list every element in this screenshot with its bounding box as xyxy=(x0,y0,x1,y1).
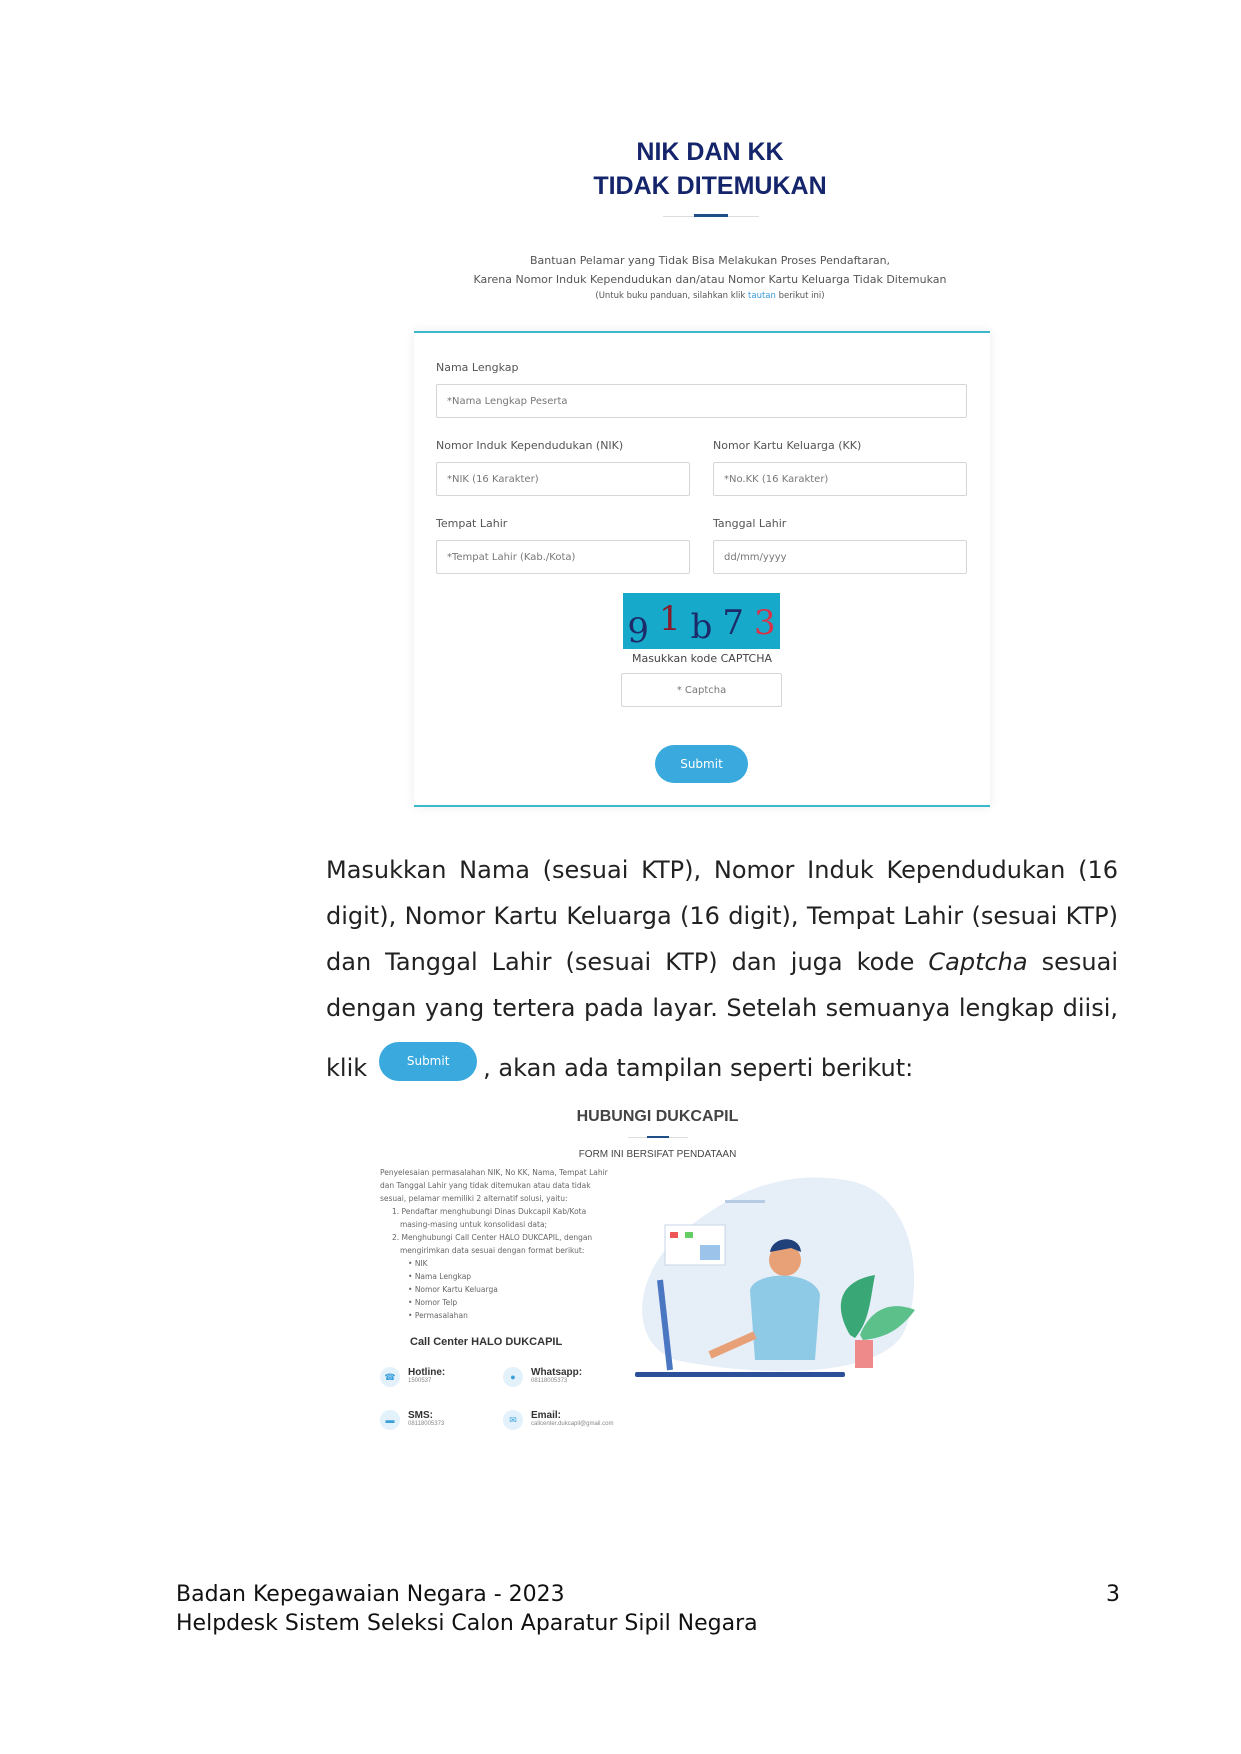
kk-label: Nomor Kartu Keluarga (KK) xyxy=(713,439,862,452)
paragraph-line-3 xyxy=(326,948,1118,976)
paragraph-line-2: digit), Nomor Kartu Keluarga (16 digit), Tempat Lahir (sesuai KTP) xyxy=(326,902,1118,930)
form-subtitle-2: Karena Nomor Induk Kependudukan dan/atau Nomor Kartu Keluarga Tidak Ditemukan xyxy=(473,273,947,286)
whatsapp-icon: ● xyxy=(503,1367,523,1387)
phone-icon: ☎ xyxy=(380,1367,400,1387)
captcha-input[interactable]: * Captcha xyxy=(621,673,782,707)
form-title-line2: TIDAK DITEMUKAN xyxy=(593,172,827,200)
bullet-item: • Nama Lengkap xyxy=(408,1272,472,1281)
dukcapil-intro xyxy=(380,1166,630,1322)
bullet-item: • Nomor Kartu Keluarga xyxy=(408,1285,498,1294)
bullet-text: Nama Lengkap xyxy=(414,1272,472,1281)
contact-sms xyxy=(380,1410,444,1430)
paragraph-text: sesuai xyxy=(1027,948,1118,976)
dukcapil-title: HUBUNGI DUKCAPIL xyxy=(576,1108,739,1125)
guide-link[interactable]: tautan xyxy=(748,291,776,301)
footer-organization: Badan Kepegawaian Negara - 2023 xyxy=(176,1582,565,1607)
contact-value: callcenter.dukcapil@gmail.com xyxy=(531,1421,614,1427)
captcha-char: 7 xyxy=(722,603,745,643)
bullet-text: Permasalahan xyxy=(414,1311,468,1320)
paragraph-text: , akan ada tampilan seperti berikut: xyxy=(483,1054,914,1082)
captcha-char: b xyxy=(690,607,713,647)
page-number: 3 xyxy=(1106,1582,1120,1607)
submit-button[interactable]: Submit xyxy=(655,745,748,783)
paragraph-line-5 xyxy=(326,1054,913,1082)
guide-prefix: (Untuk buku panduan, silahkan klik xyxy=(595,291,749,301)
person-at-computer-illustration xyxy=(615,1160,935,1390)
contact-value: 08118005373 xyxy=(531,1378,568,1384)
bullet-text: Nomor Telp xyxy=(414,1298,458,1307)
email-icon: ✉ xyxy=(503,1410,523,1430)
dukcapil-subtitle: FORM INI BERSIFAT PENDATAAN xyxy=(578,1149,737,1160)
contact-hotline xyxy=(380,1367,445,1387)
paragraph-line-4: dengan yang tertera pada layar. Setelah semuanya lengkap diisi, xyxy=(326,994,1118,1022)
step-line: 1. Pendaftar menghubungi Dinas Dukcapil Kab/Kota xyxy=(392,1207,587,1216)
captcha-char: 1 xyxy=(658,599,681,639)
intro-line: sesuai, pelamar memiliki 2 alternatif solusi, yaitu: xyxy=(380,1194,568,1203)
bullet-text: Nomor Kartu Keluarga xyxy=(414,1285,498,1294)
nama-label: Nama Lengkap xyxy=(436,361,519,374)
contact-value: 08118005373 xyxy=(408,1421,445,1427)
bullet-item: • Permasalahan xyxy=(408,1311,468,1320)
contact-label: Email: xyxy=(531,1410,562,1421)
bullet-item: • NIK xyxy=(408,1259,428,1268)
step-line: 2. Menghubungi Call Center HALO DUKCAPIL, dengan xyxy=(392,1233,593,1242)
bullet-item: • Nomor Telp xyxy=(408,1298,458,1307)
captcha-char: 3 xyxy=(754,603,776,643)
title-divider-accent xyxy=(694,214,728,217)
bullet-text: NIK xyxy=(414,1259,428,1268)
form-subtitle-1: Bantuan Pelamar yang Tidak Bisa Melakukan Proses Pendaftaran, xyxy=(529,254,891,267)
paragraph-text: dan Tanggal Lahir (sesuai KTP) dan juga kode xyxy=(326,948,929,976)
captcha-label: Masukkan kode CAPTCHA xyxy=(631,652,773,665)
tanggal-lahir-input[interactable]: dd/mm/yyyy xyxy=(713,540,967,574)
guide-suffix: berikut ini) xyxy=(775,291,825,301)
step-line: masing-masing untuk konsolidasi data; xyxy=(400,1220,548,1229)
inline-submit-button-image: Submit xyxy=(379,1042,477,1081)
footer-helpdesk: Helpdesk Sistem Seleksi Calon Aparatur Sipil Negara xyxy=(176,1611,758,1636)
step-line: mengirimkan data sesuai dengan format berikut: xyxy=(400,1246,585,1255)
contact-email xyxy=(503,1410,613,1430)
tanggal-lahir-label: Tanggal Lahir xyxy=(713,517,787,530)
guide-note xyxy=(380,291,1040,301)
contact-whatsapp xyxy=(503,1367,582,1387)
tempat-lahir-label: Tempat Lahir xyxy=(436,517,508,530)
nama-input[interactable]: *Nama Lengkap Peserta xyxy=(436,384,967,418)
kk-input[interactable]: *No.KK (16 Karakter) xyxy=(713,462,967,496)
dukcapil-divider-accent xyxy=(647,1136,669,1138)
contact-label: Hotline: xyxy=(408,1367,446,1378)
sms-icon: ▬ xyxy=(380,1410,400,1430)
paragraph-line-1: Masukkan Nama (sesuai KTP), Nomor Induk Kependudukan (16 xyxy=(326,856,1118,884)
nik-input[interactable]: *NIK (16 Karakter) xyxy=(436,462,690,496)
intro-line: dan Tanggal Lahir yang tidak ditemukan atau data tidak xyxy=(380,1181,591,1190)
tempat-lahir-input[interactable]: *Tempat Lahir (Kab./Kota) xyxy=(436,540,690,574)
contact-value: 1500537 xyxy=(408,1378,432,1384)
captcha-emphasis: Captcha xyxy=(928,948,1028,976)
nik-label: Nomor Induk Kependudukan (NIK) xyxy=(436,439,624,452)
captcha-image xyxy=(623,593,780,649)
contact-label: Whatsapp: xyxy=(531,1367,583,1378)
paragraph-text: klik xyxy=(326,1054,368,1082)
captcha-char: 9 xyxy=(627,611,649,651)
intro-line: Penyelesaian permasalahan NIK, No KK, Nama, Tempat Lahir xyxy=(380,1168,608,1177)
call-center-title: Call Center HALO DUKCAPIL xyxy=(410,1336,563,1348)
contact-label: SMS: xyxy=(408,1410,433,1421)
registration-form-card xyxy=(414,331,990,807)
form-title-line1: NIK DAN KK xyxy=(636,138,784,166)
